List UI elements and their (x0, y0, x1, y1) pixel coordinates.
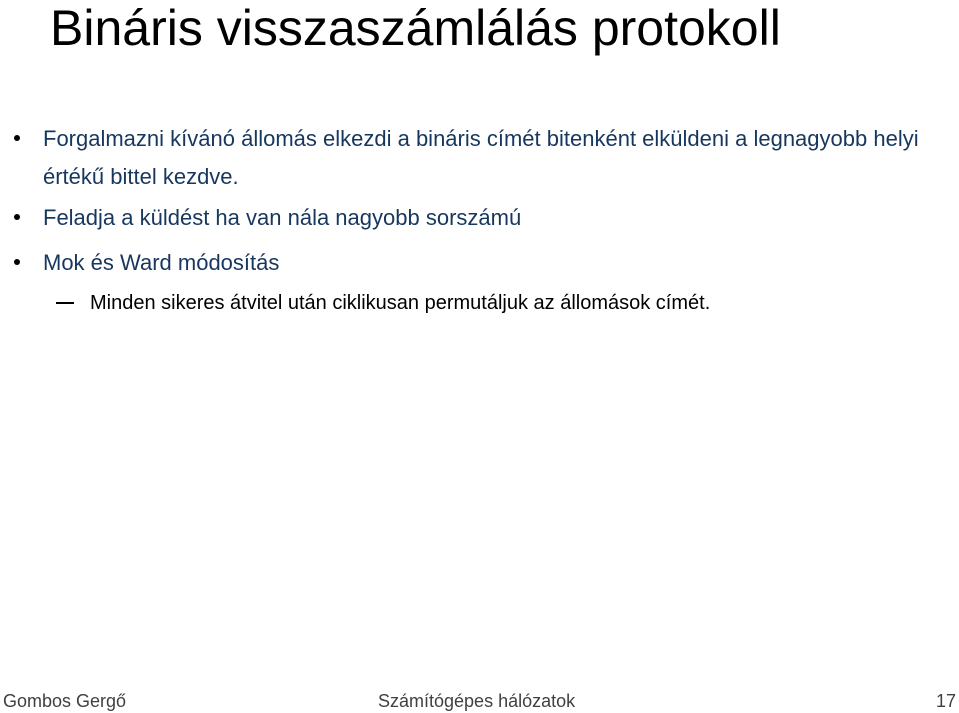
bullet-item-2: Feladja a küldést ha van nála nagyobb sorszámú (43, 205, 522, 230)
slide-title: Bináris visszaszámlálás protokoll (50, 0, 781, 56)
bullet-icon (14, 214, 20, 220)
bullet-icon (14, 259, 20, 265)
footer-author: Gombos Gergő (3, 691, 127, 711)
bullet-item-1: Forgalmazni kívánó állomás elkezdi a bináris címét bitenként elküldeni a legnagyobb helyi értékű bittel kezdve. (43, 126, 919, 189)
bullet-icon (14, 135, 20, 141)
bullet-item-3: Mok és Ward módosítás (43, 250, 280, 275)
sub-bullet-item-1: Minden sikeres átvitel után ciklikusan permutáljuk az állomások címét. (90, 292, 711, 314)
footer-course: Számítógépes hálózatok (378, 691, 576, 711)
footer-page-number: 17 (935, 691, 956, 711)
dash-icon (56, 302, 74, 304)
